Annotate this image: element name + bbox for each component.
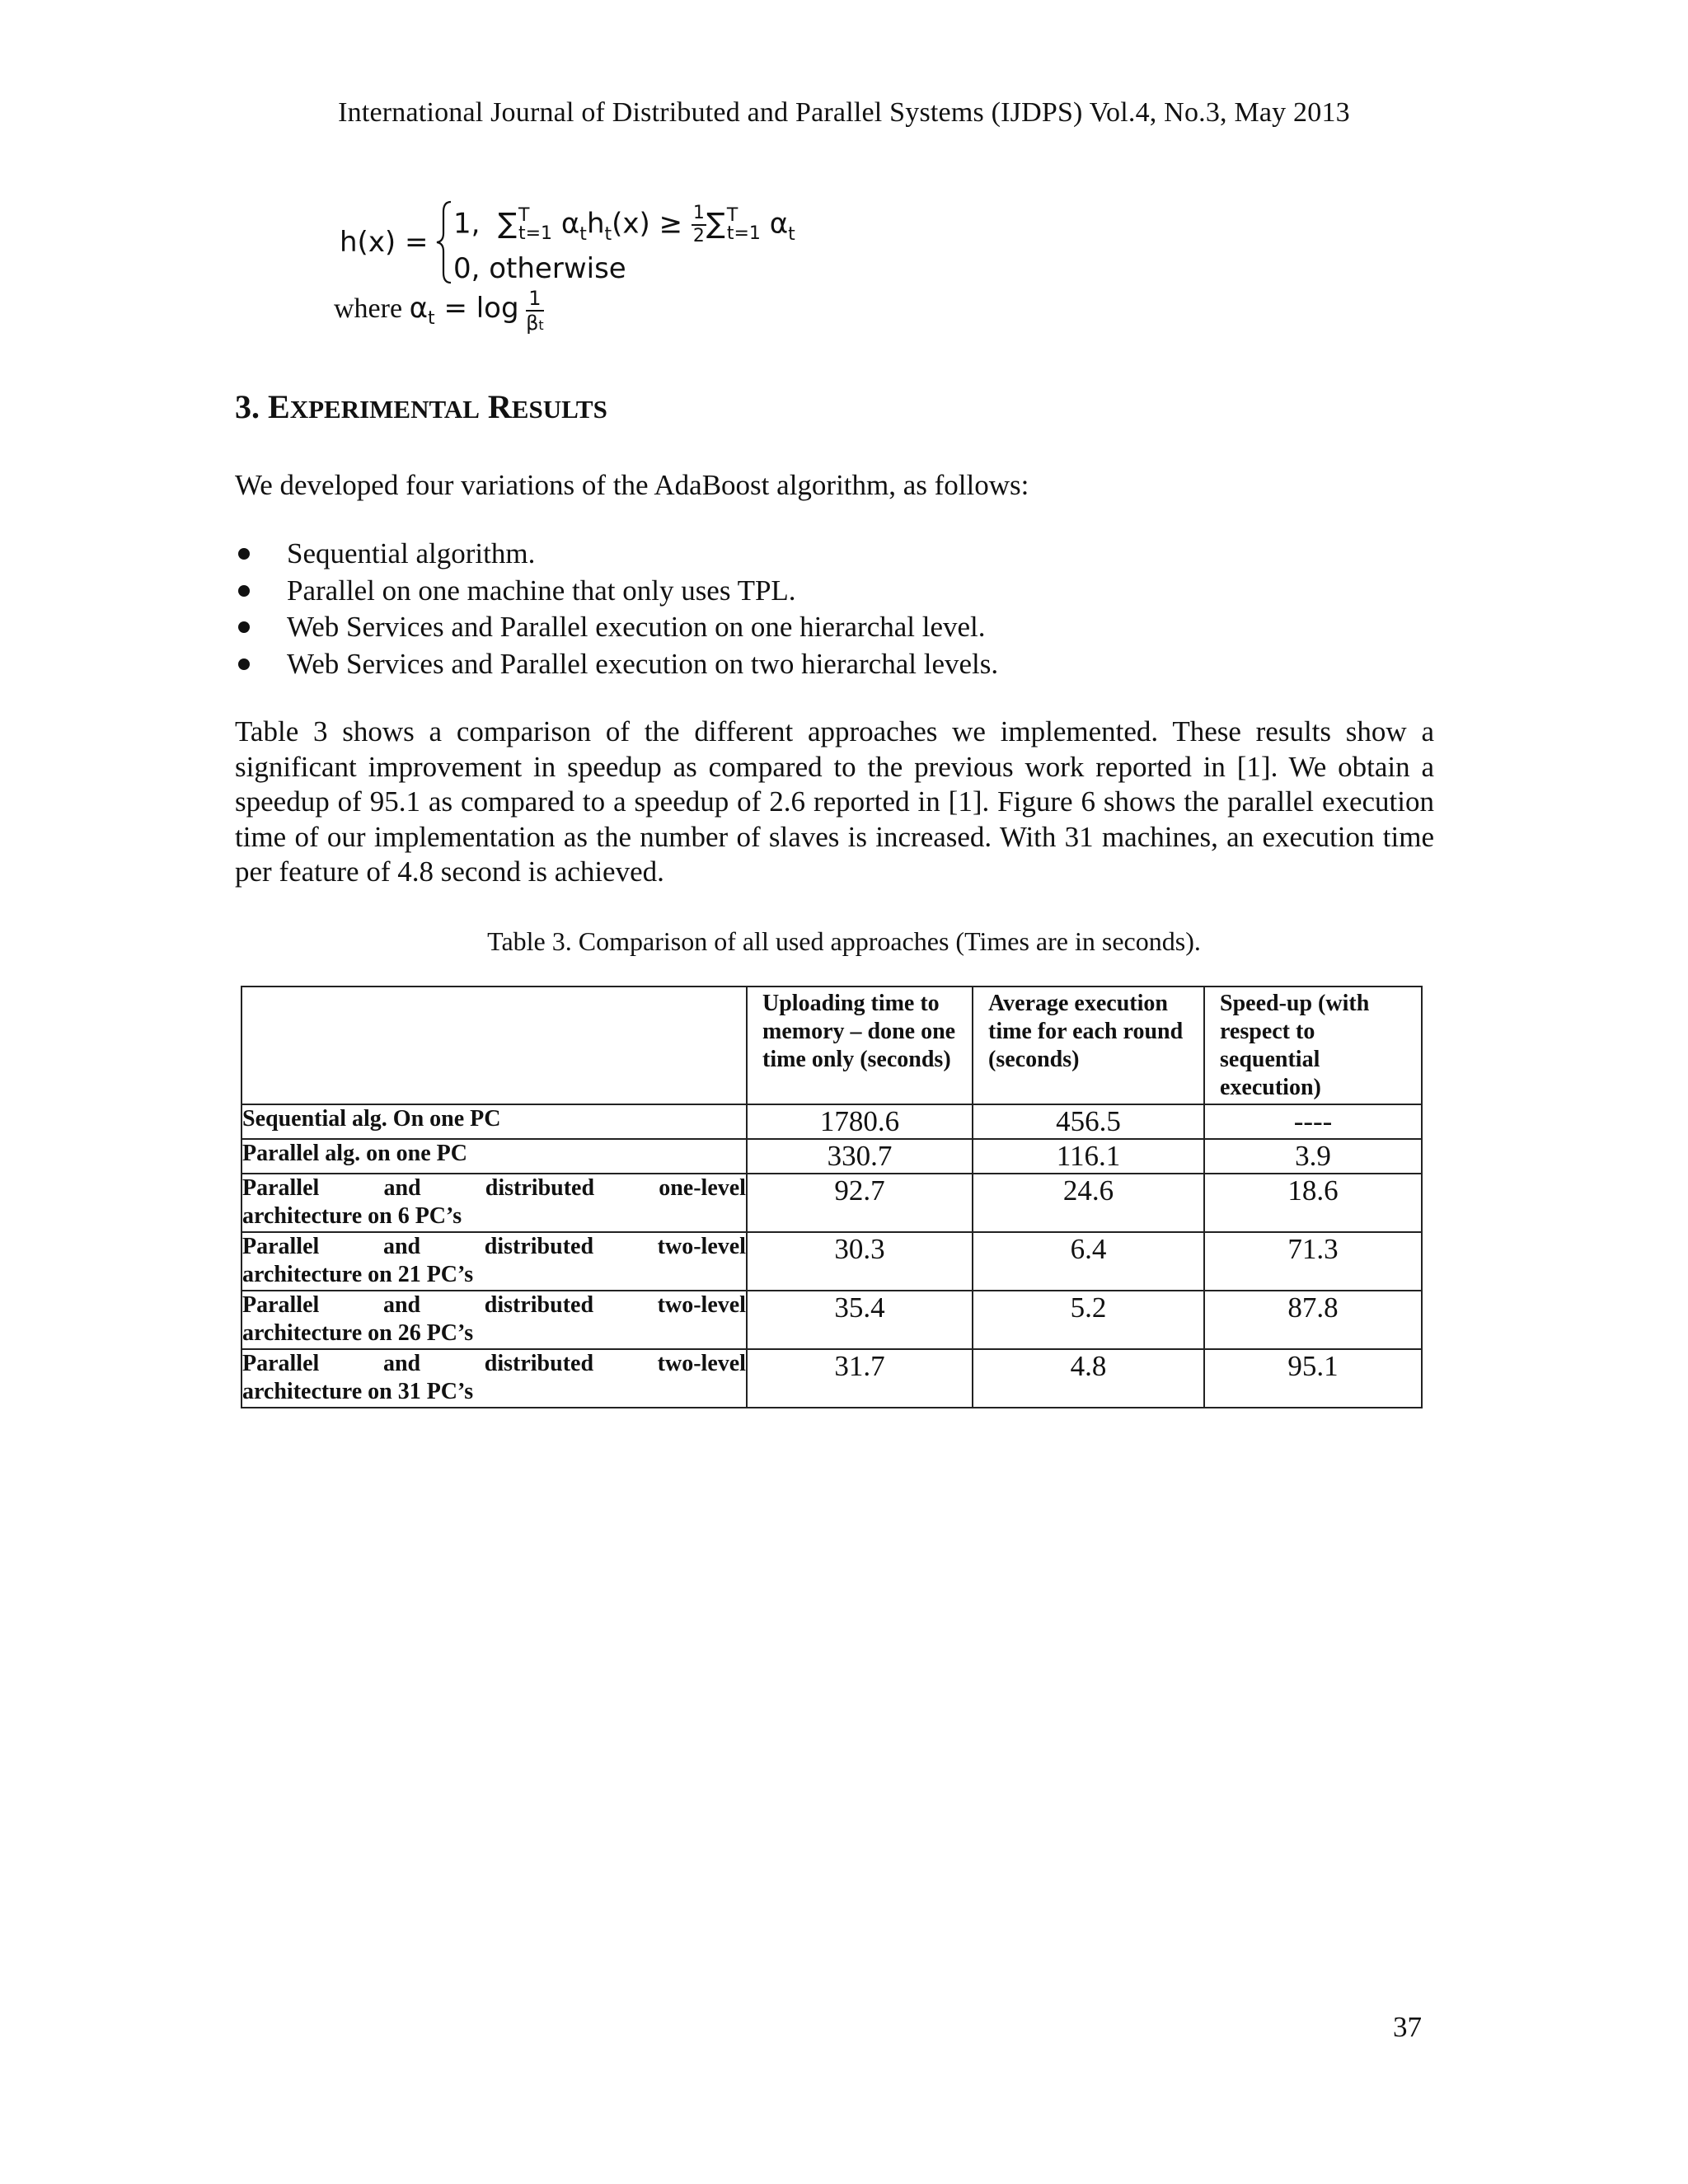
table-caption: Table 3. Comparison of all used approaches (Times are in seconds). [487, 926, 1201, 956]
table-header-empty [241, 987, 747, 1104]
upload-cell: 35.4 [747, 1291, 973, 1349]
results-paragraph: Table 3 shows a comparison of the different approaches we implemented. These results show a significant improvement in speedup as compared to the previous work reported in [1]. We obtain a speedup of 95.1 as compared to a speedup of 2.6 reported in [1]. Figure 6 shows the parallel execution time of our implementation as the number of slaves is increased. With 31 machines, an execution time per feature of 4.8 second is achieved. [235, 715, 1434, 888]
list-item: Parallel on one machine that only uses TPL. [235, 573, 998, 610]
table-row [241, 1291, 1422, 1349]
results-table [241, 986, 1423, 1408]
table-header-average: Average execution time for each round (seconds) [973, 987, 1204, 1104]
formula-case-2: 0, otherwise [453, 252, 626, 285]
table-row [241, 1139, 1422, 1174]
speedup-cell: 71.3 [1204, 1232, 1422, 1291]
page-number: 37 [1393, 2011, 1422, 2043]
row-label: Parallel and distributed two-level architecture on 26 PC’s [241, 1291, 747, 1349]
bullet-icon [238, 621, 250, 633]
list-item: Sequential algorithm. [235, 536, 998, 573]
formula-lhs: h(x) = [340, 226, 429, 259]
table-row [241, 1104, 1422, 1139]
section-heading: 3. EXPERIMENTAL RESULTS [235, 388, 607, 425]
table-header-row [241, 987, 1422, 1104]
speedup-cell: 87.8 [1204, 1291, 1422, 1349]
upload-cell: 330.7 [747, 1139, 973, 1174]
list-item: Web Services and Parallel execution on one hierarchal level. [235, 609, 998, 646]
row-label: Sequential alg. On one PC [241, 1104, 747, 1139]
table-row [241, 1349, 1422, 1408]
table-row [241, 1174, 1422, 1232]
upload-cell: 31.7 [747, 1349, 973, 1408]
average-cell: 24.6 [973, 1174, 1204, 1232]
speedup-cell: 95.1 [1204, 1349, 1422, 1408]
upload-cell: 30.3 [747, 1232, 973, 1291]
row-label: Parallel alg. on one PC [241, 1139, 747, 1174]
list-item: Web Services and Parallel execution on two hierarchal levels. [235, 646, 998, 683]
formula-case-1: 1, ∑ T t=1 $\alpha_th_t(x)$ ≥ $\frac{1}{2}$ ∑ T t=1 $\alpha_t$ [453, 203, 795, 246]
formula-brace [434, 200, 452, 284]
row-label: Parallel and distributed two-level architecture on 31 PC’s [241, 1349, 747, 1408]
speedup-cell: 3.9 [1204, 1139, 1422, 1174]
bullet-icon [238, 585, 250, 597]
row-label: Parallel and distributed one-level architecture on 6 PC’s [241, 1174, 747, 1232]
speedup-cell: ---- [1204, 1104, 1422, 1139]
intro-paragraph: We developed four variations of the AdaBoost algorithm, as follows: [235, 469, 1029, 501]
upload-cell: 92.7 [747, 1174, 973, 1232]
bullet-icon [238, 548, 250, 560]
table-header-upload: Uploading time to memory – done one time only (seconds) [747, 987, 973, 1104]
table-header-speedup: Speed-up (with respect to sequential execution) [1204, 987, 1422, 1104]
formula-where-line: where $\alpha_t = \log$ $\frac{1}{\beta t}$ [334, 287, 544, 335]
bullet-icon [238, 658, 250, 670]
table-row [241, 1232, 1422, 1291]
row-label: Parallel and distributed two-level architecture on 21 PC’s [241, 1232, 747, 1291]
average-cell: 456.5 [973, 1104, 1204, 1139]
average-cell: 6.4 [973, 1232, 1204, 1291]
speedup-cell: 18.6 [1204, 1174, 1422, 1232]
average-cell: 5.2 [973, 1291, 1204, 1349]
average-cell: 116.1 [973, 1139, 1204, 1174]
variation-list [235, 536, 998, 682]
upload-cell: 1780.6 [747, 1104, 973, 1139]
average-cell: 4.8 [973, 1349, 1204, 1408]
running-header: International Journal of Distributed and Parallel Systems (IJDPS) Vol.4, No.3, May 2013 [338, 97, 1350, 128]
